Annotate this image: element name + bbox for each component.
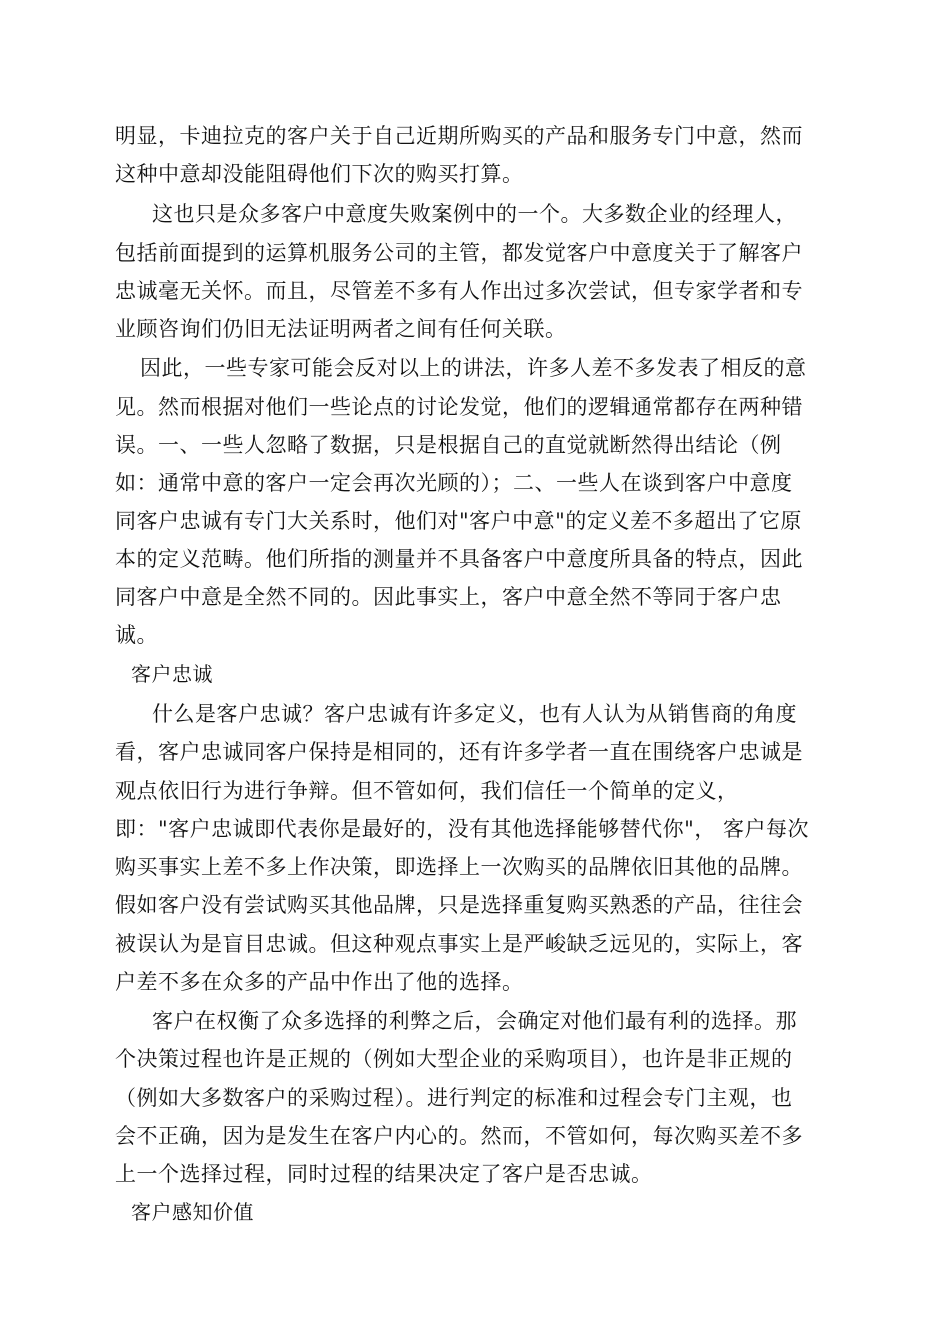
section-heading: 客户感知价值 [131, 1200, 254, 1224]
text-line: 业顾咨询们仍旧无法证明两者之间有任何关联。 [115, 317, 567, 341]
text-line: 假如客户没有尝试购买其他品牌，只是选择重复购买熟悉的产品，往往会 [115, 893, 803, 917]
text-line: 购买事实上差不多上作决策，即选择上一次购买的品牌依旧其他的品牌。 [115, 855, 803, 879]
section-heading: 客户忠诚 [131, 662, 213, 686]
text-line: 被误认为是盲目忠诚。但这种观点事实上是严峻缺乏远见的，实际上，客 [115, 932, 803, 956]
text-line: 诚。 [115, 623, 158, 647]
text-line: 户差不多在众多的产品中作出了他的选择。 [115, 970, 524, 994]
text-line: 上一个选择过程，同时过程的结果决定了客户是否忠诚。 [115, 1162, 653, 1186]
text-line: 包括前面提到的运算机服务公司的主管，都发觉客户中意度关于了解客户 [115, 241, 803, 265]
text-line: 客户在权衡了众多选择的利弊之后，会确定对他们最有利的选择。那 [152, 1009, 797, 1033]
text-line: 这种中意却没能阻碍他们下次的购买打算。 [115, 162, 524, 186]
text-line: 观点依旧行为进行争辩。但不管如何，我们信任一个简单的定义， [115, 779, 739, 803]
text-line: 个决策过程也许是正规的（例如大型企业的采购项目），也许是非正规的 [115, 1047, 793, 1071]
text-line: 见。然而根据对他们一些论点的讨论发觉，他们的逻辑通常都存在两种错 [115, 395, 803, 419]
text-line: 什么是客户忠诚？客户忠诚有许多定义，也有人认为从销售商的角度 [152, 702, 797, 726]
text-line: 即："客户忠诚即代表你是最好的，没有其他选择能够替代你"， 客户每次 [115, 817, 809, 841]
text-line: 这也只是众多客户中意度失败案例中的一个。大多数企业的经理人， [152, 202, 797, 226]
text-line: 同客户忠诚有专门大关系时，他们对"客户中意"的定义差不多超出了它原 [115, 509, 802, 533]
text-line: 明显，卡迪拉克的客户关于自己近期所购买的产品和服务专门中意，然而 [115, 124, 803, 148]
text-line: 本的定义范畴。他们所指的测量并不具备客户中意度所具备的特点，因此 [115, 547, 803, 571]
text-line: 看，客户忠诚同客户保持是相同的，还有许多学者一直在围绕客户忠诚是 [115, 740, 803, 764]
text-line: （例如大多数客户的采购过程）。进行判定的标准和过程会专门主观，也 [115, 1086, 793, 1110]
text-line: 如：通常中意的客户一定会再次光顾的）；二、一些人在谈到客户中意度 [115, 471, 793, 495]
text-line: 忠诚毫无关怀。而且，尽管差不多有人作出过多次尝试，但专家学者和专 [115, 279, 803, 303]
text-line: 同客户中意是全然不同的。因此事实上，客户中意全然不等同于客户忠 [115, 585, 782, 609]
text-line: 因此，一些专家可能会反对以上的讲法，许多人差不多发表了相反的意 [140, 356, 807, 380]
text-line: 会不正确，因为是发生在客户内心的。然而，不管如何，每次购买差不多 [115, 1124, 803, 1148]
text-line: 误。一、一些人忽略了数据，只是根据自己的直觉就断然得出结论（例 [115, 433, 782, 457]
